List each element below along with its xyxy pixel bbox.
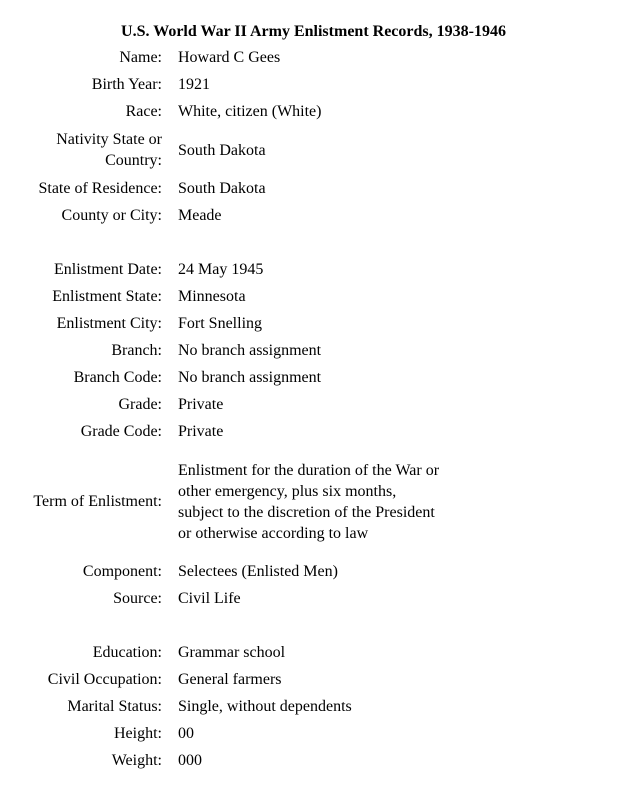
enlistment-state-value: Minnesota	[178, 288, 246, 305]
county-label: County or City:	[61, 207, 162, 224]
branch-value: No branch assignment	[178, 342, 322, 359]
enlistment-record	[0, 44, 627, 774]
component-value: Selectees (Enlisted Men)	[178, 563, 338, 580]
grade-code-row	[0, 418, 627, 445]
grade-code-value: Private	[178, 423, 224, 440]
component-row	[0, 558, 627, 585]
grade-code-label: Grade Code:	[80, 423, 162, 440]
residence-label: State of Residence:	[38, 180, 162, 197]
source-label: Source:	[113, 590, 162, 607]
enlistment-date-value: 24 May 1945	[178, 261, 264, 278]
residence-value: South Dakota	[178, 180, 266, 197]
marital-status-row	[0, 693, 627, 720]
component-label: Component:	[82, 563, 162, 580]
residence-row	[0, 175, 627, 202]
enlistment-city-label: Enlistment City:	[56, 315, 162, 332]
branch-code-value: No branch assignment	[178, 369, 322, 386]
source-row	[0, 585, 627, 612]
enlistment-state-label: Enlistment State:	[52, 288, 162, 305]
nativity-label: Nativity State or Country:	[56, 131, 162, 169]
enlistment-state-row	[0, 283, 627, 310]
enlistment-city-value: Fort Snelling	[178, 315, 263, 332]
education-row	[0, 639, 627, 666]
nativity-value: South Dakota	[178, 141, 266, 159]
name-row	[0, 44, 627, 71]
nativity-row	[0, 125, 627, 175]
enlistment-city-row	[0, 310, 627, 337]
term-value: Enlistment for the duration of the War or other emergency, plus six months, subject to the discretion of the President or otherwise according to law	[178, 461, 440, 542]
name-label: Name:	[119, 49, 162, 66]
term-label: Term of Enlistment:	[33, 493, 162, 510]
birth-year-label: Birth Year:	[91, 76, 162, 93]
height-value: 00	[178, 725, 194, 742]
education-label: Education:	[92, 644, 162, 661]
marital-status-label: Marital Status:	[67, 698, 162, 715]
enlistment-date-row	[0, 256, 627, 283]
section-spacer	[0, 612, 627, 639]
record-title: U.S. World War II Army Enlistment Records, 1938-1946	[121, 23, 506, 40]
marital-status-value: Single, without dependents	[178, 698, 352, 715]
section-spacer	[0, 229, 627, 256]
education-value: Grammar school	[178, 644, 286, 661]
race-row	[0, 98, 627, 125]
branch-label: Branch:	[111, 342, 162, 359]
birth-year-value: 1921	[178, 76, 210, 93]
race-value: White, citizen (White)	[178, 103, 322, 120]
civil-occupation-row	[0, 666, 627, 693]
county-row	[0, 202, 627, 229]
name-value: Howard C Gees	[178, 49, 281, 66]
weight-row	[0, 747, 627, 774]
race-label: Race:	[125, 103, 162, 120]
height-row	[0, 720, 627, 747]
branch-row	[0, 337, 627, 364]
enlistment-date-label: Enlistment Date:	[54, 261, 162, 278]
birth-year-row	[0, 71, 627, 98]
grade-value: Private	[178, 396, 224, 413]
height-label: Height:	[114, 725, 162, 742]
branch-code-row	[0, 364, 627, 391]
weight-label: Weight:	[111, 752, 162, 769]
branch-code-label: Branch Code:	[73, 369, 162, 386]
civil-occupation-value: General farmers	[178, 671, 282, 688]
weight-value: 000	[178, 752, 202, 769]
term-row	[0, 445, 627, 558]
grade-row	[0, 391, 627, 418]
grade-label: Grade:	[118, 396, 162, 413]
source-value: Civil Life	[178, 590, 241, 607]
civil-occupation-label: Civil Occupation:	[47, 671, 162, 688]
county-value: Meade	[178, 207, 222, 224]
